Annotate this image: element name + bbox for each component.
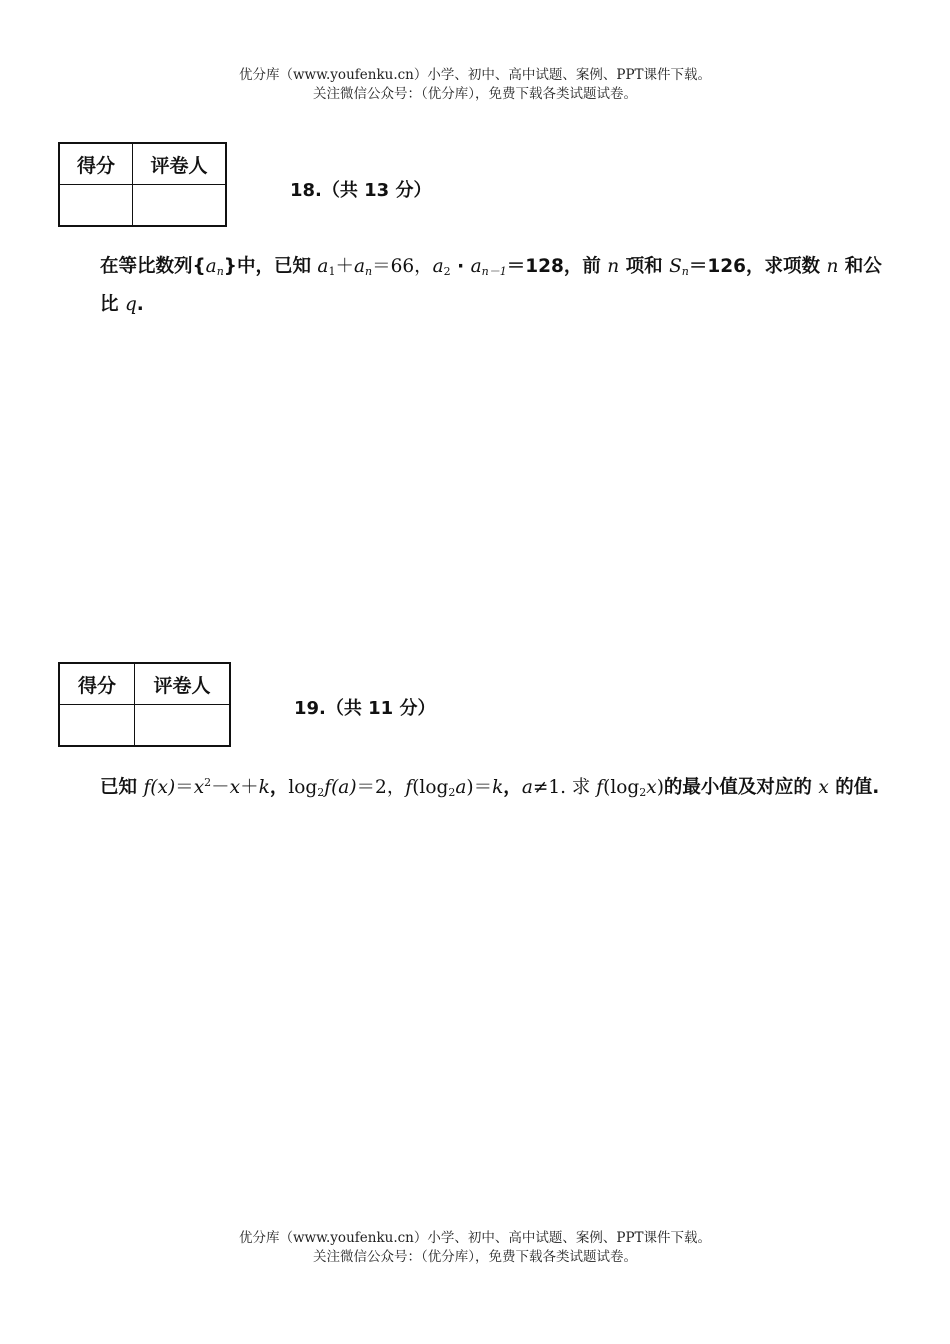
top-banner [0,66,950,104]
banner-line-2: 关注微信公众号：（优分库），免费下载各类试题试卷。 [313,1249,637,1265]
score-cell[interactable] [59,185,133,227]
banner-line-1: 优分库（www.youfenku.cn）小学、初中、高中试题、案例、PPT课件下载。 [238,1230,712,1246]
question-18-line: 在等比数列$\{a_n\}$中，已知 $a_1+a_n=66$，$a_2 \cdot a_{n-1}=128$，前 n 项和 $S_n=126$，求项数 n 和公比 q. [100,256,882,315]
score-table-19 [58,662,231,747]
question-18-text [60,250,890,321]
score-header: 得分 [59,663,135,705]
question-19-text [60,766,890,809]
grader-cell[interactable] [135,705,231,747]
score-table-18 [58,142,227,227]
question-18-heading: 18.（共 13 分） [290,180,432,201]
banner-line-2: 关注微信公众号：（优分库），免费下载各类试题试卷。 [313,86,637,102]
question-19-heading: 19.（共 11 分） [294,698,436,719]
banner-line-1: 优分库（www.youfenku.cn）小学、初中、高中试题、案例、PPT课件下载。 [238,67,712,83]
score-header: 得分 [59,143,133,185]
bottom-banner [0,1229,950,1267]
grader-header: 评卷人 [133,143,227,185]
question-19-line: 已知 $f(x)=x^2-x+k$，$\log_2f(a)=2$，$f(\log_2a)=k$，a≠1. 求 $f(\log_2x)$的最小值及对应的 x 的值. [100,776,880,799]
grader-cell[interactable] [133,185,227,227]
grader-header: 评卷人 [135,663,231,705]
score-cell[interactable] [59,705,135,747]
